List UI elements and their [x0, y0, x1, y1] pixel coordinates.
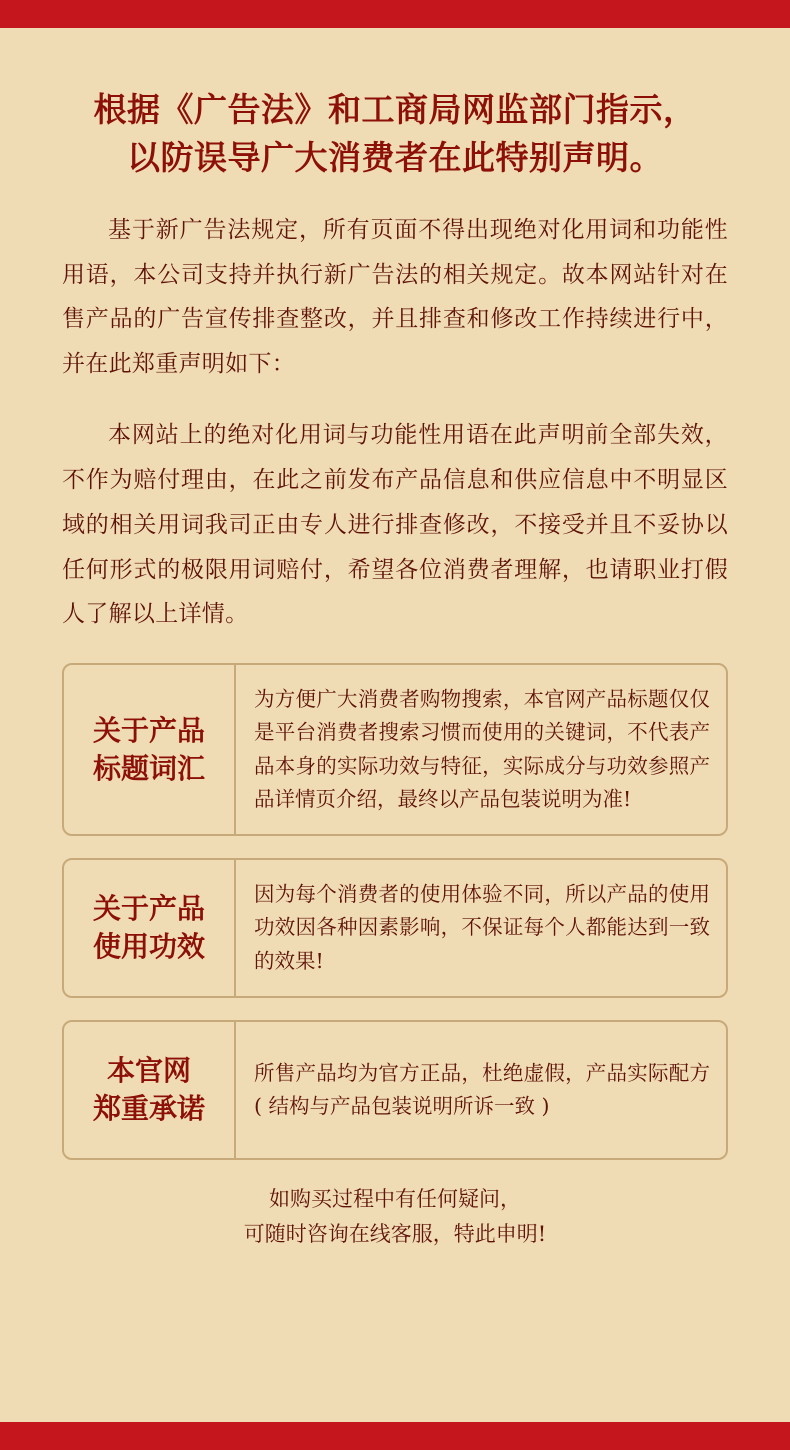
disclaimer-card [62, 858, 728, 998]
top-red-bar [0, 0, 790, 28]
card-body-text: 因为每个消费者的使用体验不同，所以产品的使用功效因各种因素影响，不保证每个人都能达到一致的效果! [254, 882, 710, 973]
card-body-text: 为方便广大消费者购物搜索，本官网产品标题仅仅是平台消费者搜索习惯而使用的关键词，不代表产品本身的实际功效与特征，实际成分与功效参照产品详情页介绍，最终以产品包装说明为准! [254, 687, 710, 811]
card-title-line-2: 标题词汇 [92, 751, 205, 785]
disclaimer-card [62, 663, 728, 836]
card-title-line-2: 使用功效 [92, 930, 205, 964]
card-body [236, 665, 726, 834]
card-title [64, 665, 236, 834]
footer-line-1: 如购买过程中有任何疑问， [269, 1187, 521, 1212]
disclaimer-card-list [62, 663, 728, 1160]
statement-body [62, 208, 728, 638]
card-body-text: 所售产品均为官方正品，杜绝虚假，产品实际配方( 结构与产品包装说明所诉一致 ) [254, 1060, 710, 1119]
page-title-line-2: 以防误导广大消费者在此特别声明。 [127, 137, 663, 177]
statement-paragraph-1: 基于新广告法规定，所有页面不得出现绝对化用词和功能性用语，本公司支持并执行新广告法的相关规定。故本网站针对在售产品的广告宣传排查整改，并且排查和修改工作持续进行中，并在此郑重声明如下： [62, 216, 728, 378]
card-title [64, 1022, 236, 1158]
card-title-line-2: 郑重承诺 [92, 1092, 205, 1126]
card-title-line-1: 本官网 [106, 1054, 191, 1088]
card-title [64, 860, 236, 996]
page-title-line-1: 根据《广告法》和工商局网监部门指示， [93, 90, 697, 129]
announcement-panel [0, 28, 790, 1422]
page-title [62, 86, 728, 182]
footer-note [62, 1182, 728, 1251]
footer-line-2: 可随时咨询在线客服，特此申明! [243, 1221, 547, 1246]
statement-paragraph-2: 本网站上的绝对化用词与功能性用语在此声明前全部失效，不作为赔付理由，在此之前发布产品信息和供应信息中不明显区域的相关用词我司正由专人进行排查修改，不接受并且不妥协以任何形式的极限用词赔付，希望各位消费者理解，也请职业打假人了解以上详情。 [62, 422, 728, 628]
card-body [236, 860, 726, 996]
card-title-line-1: 关于产品 [92, 892, 205, 926]
disclaimer-card [62, 1020, 728, 1160]
card-body [236, 1022, 726, 1158]
card-title-line-1: 关于产品 [92, 713, 205, 747]
bottom-red-bar [0, 1422, 790, 1450]
